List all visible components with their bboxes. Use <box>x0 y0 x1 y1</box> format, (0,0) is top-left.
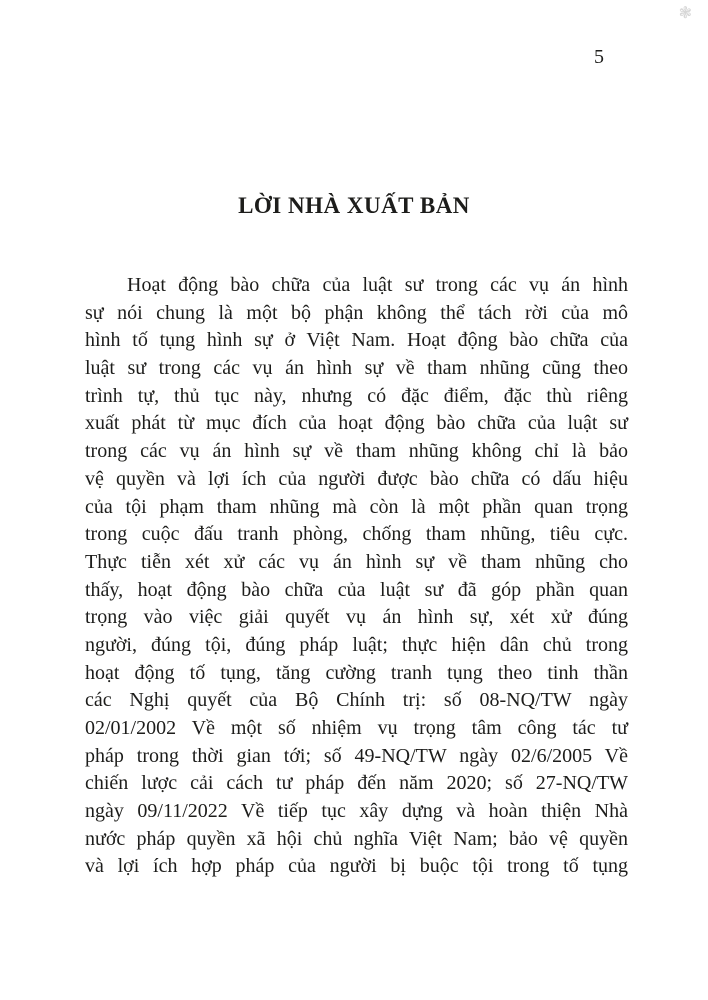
body-line: pháp trong thời gian tới; số 49-NQ/TW ngày 02/6/2005 Về <box>85 744 628 767</box>
body-line: trong các vụ án hình sự về tham nhũng không chỉ là bảo <box>85 440 628 463</box>
body-paragraph <box>85 272 628 881</box>
body-line: 02/01/2002 Về một số nhiệm vụ trọng tâm công tác tư <box>85 717 628 739</box>
body-line: Hoạt động bào chữa của luật sư trong các vụ án hình <box>127 274 628 296</box>
body-line: hoạt động tố tụng, tăng cường tranh tụng theo tinh thần <box>85 661 628 684</box>
body-line: hình tố tụng hình sự ở Việt Nam. Hoạt động bào chữa của <box>85 329 628 352</box>
body-line: thấy, hoạt động bào chữa của luật sư đã góp phần quan <box>85 578 628 601</box>
body-line: trọng vào việc giải quyết vụ án hình sự, xét xử đúng <box>85 606 628 629</box>
body-line: của tội phạm tham nhũng mà còn là một phần quan trọng <box>85 495 628 518</box>
page-number: 5 <box>594 46 604 68</box>
body-line: ngày 09/11/2022 Về tiếp tục xây dựng và hoàn thiện Nhà <box>85 800 628 823</box>
body-line: Thực tiễn xét xử các vụ án hình sự về tham nhũng cho <box>85 550 628 573</box>
body-line: sự nói chung là một bộ phận không thể tách rời của mô <box>85 301 628 324</box>
body-line: xuất phát từ mục đích của hoạt động bào chữa của luật sư <box>85 412 628 435</box>
body-line: vệ quyền và lợi ích của người được bào chữa có dấu hiệu <box>85 467 628 490</box>
body-line: người, đúng tội, đúng pháp luật; thực hiện dân chủ trong <box>85 633 628 656</box>
body-line: trong cuộc đấu tranh phòng, chống tham nhũng, tiêu cực. <box>85 523 628 546</box>
body-line: và lợi ích hợp pháp của người bị buộc tội trong tố tụng <box>85 855 628 878</box>
body-line: luật sư trong các vụ án hình sự về tham nhũng cũng theo <box>85 357 628 380</box>
publisher-note-title: LỜI NHÀ XUẤT BẢN <box>238 193 470 218</box>
body-line: trình tự, thủ tục này, nhưng có đặc điểm, đặc thù riêng <box>85 384 628 407</box>
body-line: chiến lược cải cách tư pháp đến năm 2020; số 27-NQ/TW <box>85 772 628 795</box>
body-line: nước pháp quyền xã hội chủ nghĩa Việt Nam; bảo vệ quyền <box>85 827 628 850</box>
flower-ornament-icon: ❃ <box>678 5 692 22</box>
body-line: các Nghị quyết của Bộ Chính trị: số 08-NQ/TW ngày <box>85 689 628 712</box>
